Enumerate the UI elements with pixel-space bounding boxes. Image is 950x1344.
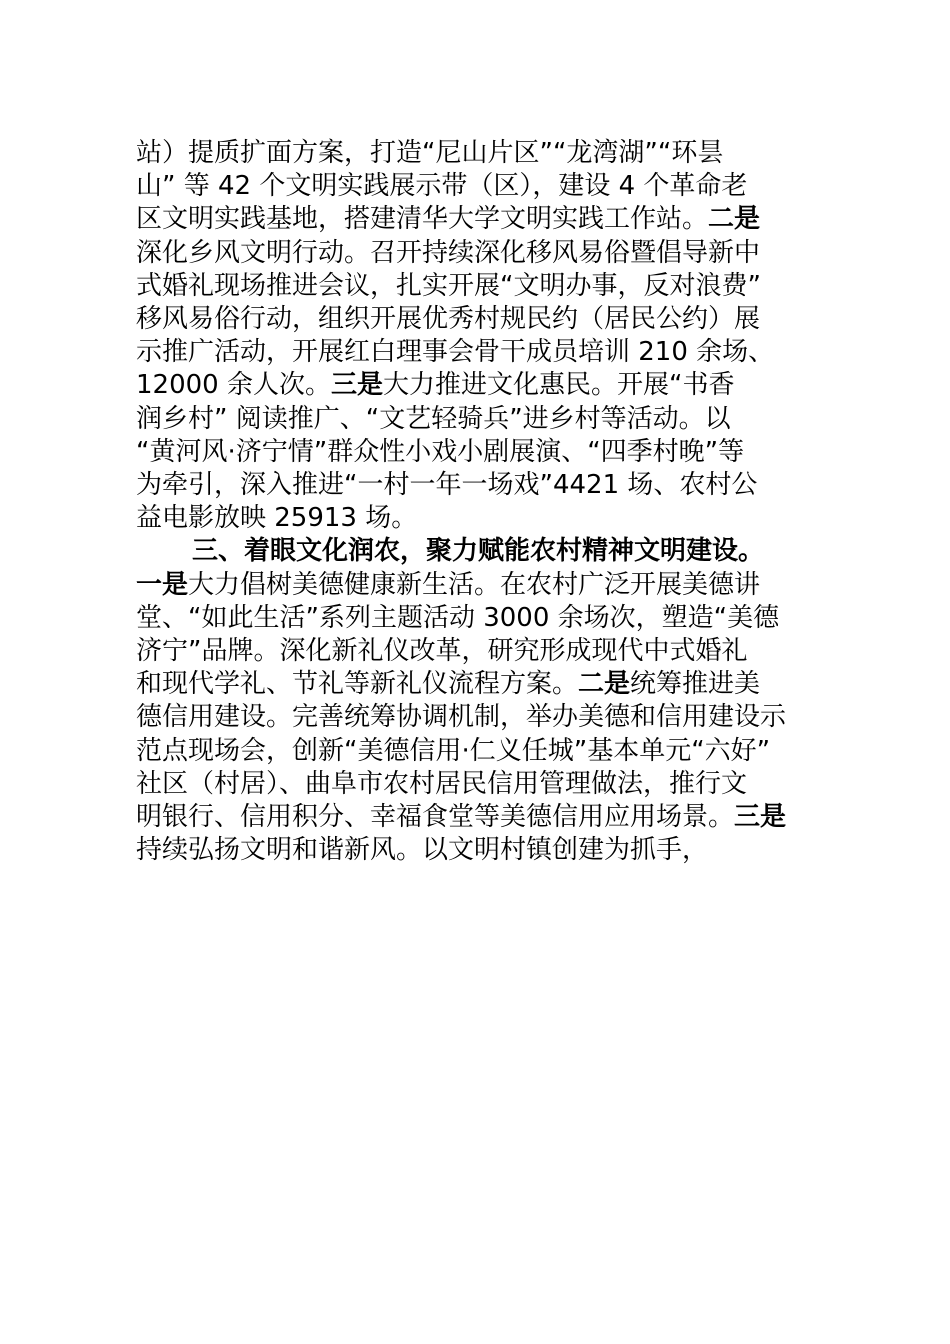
bold-text-segment: 三是 (330, 370, 383, 401)
bold-text-segment: 二是 (708, 204, 761, 235)
paragraph-line (136, 602, 779, 635)
text-segment: 统筹推进美 (630, 669, 761, 700)
text-segment: 济宁”品牌。深化新礼仪改革，研究形成现代中式婚礼 (136, 636, 748, 666)
text-segment: 益电影放映 25913 场。 (136, 503, 418, 534)
paragraph-line (136, 403, 731, 436)
paragraph-line (136, 635, 747, 668)
text-segment: 式婚礼现场推进会议，扎实开展“文明办事，反对浪费” (136, 270, 761, 301)
section-heading-line (192, 535, 764, 568)
paragraph-line (136, 469, 757, 502)
paragraph-line (136, 170, 747, 203)
paragraph-line (136, 237, 760, 270)
paragraph-line (136, 834, 708, 867)
paragraph-line (136, 336, 774, 369)
bold-text-segment: 三、着眼文化润农，聚力赋能农村精神文明建设。 (192, 536, 765, 567)
paragraph-line (136, 502, 417, 535)
text-segment: 德信用建设。完善统筹协调机制，举办美德和信用建设示 (136, 702, 787, 733)
text-segment: 12000 余人次。 (136, 370, 331, 401)
bold-text-segment: 一是 (136, 569, 189, 600)
paragraph-line (136, 436, 744, 469)
paragraph-line (136, 270, 761, 303)
bold-text-segment: 三是 (734, 802, 787, 832)
text-segment: 示推广活动，开展红白理事会骨干成员培训 210 余场、 (136, 337, 775, 368)
text-segment: 明银行、信用积分、幸福食堂等美德信用应用场景。 (136, 802, 735, 832)
text-segment: 山” 等 42 个文明实践展示带（区），建设 4 个革命老 (136, 171, 748, 202)
text-segment: 大力倡树美德健康新生活。在农村广泛开展美德讲 (188, 569, 761, 600)
text-segment: 范点现场会，创新“美德信用·仁义任城”基本单元“六好” (136, 735, 771, 766)
text-segment: 大力推进文化惠民。开展“书香 (383, 370, 735, 401)
text-segment: 堂、“如此生活”系列主题活动 3000 余场次，塑造“美德 (136, 602, 780, 633)
text-segment: 深化乡风文明行动。召开持续深化移风易俗暨倡导新中 (136, 237, 761, 268)
text-segment: 社区（村居）、曲阜市农村居民信用管理做法，推行文 (136, 768, 748, 799)
text-segment: 和现代学礼、节礼等新礼仪流程方案。 (136, 669, 579, 700)
paragraph-line (136, 768, 747, 801)
paragraph-line (136, 369, 734, 402)
text-segment: “黄河风·济宁情”群众性小戏小剧展演、“四季村晚”等 (136, 436, 745, 467)
paragraph-line (136, 303, 760, 336)
paragraph-line (136, 668, 760, 701)
text-segment: 移风易俗行动，组织开展优秀村规民约（居民公约）展 (136, 304, 761, 334)
paragraph-line (136, 569, 760, 602)
paragraph-line (136, 801, 786, 834)
text-segment: 区文明实践基地，搭建清华大学文明实践工作站。 (136, 204, 709, 235)
paragraph-line (136, 137, 723, 170)
text-segment: 润乡村” 阅读推广、“文艺轻骑兵”进乡村等活动。以 (136, 403, 731, 434)
paragraph-line (136, 735, 770, 768)
paragraph-line (136, 701, 786, 734)
paragraph-line (136, 203, 760, 236)
text-segment: 持续弘扬文明和谐新风。以文明村镇创建为抓手， (136, 835, 709, 866)
text-segment: 为牵引，深入推进“一村一年一场戏”4421 场、农村公 (136, 470, 758, 500)
bold-text-segment: 二是 (578, 669, 631, 700)
text-segment: 站）提质扩面方案，打造“尼山片区”“龙湾湖”“环昙 (136, 138, 724, 168)
